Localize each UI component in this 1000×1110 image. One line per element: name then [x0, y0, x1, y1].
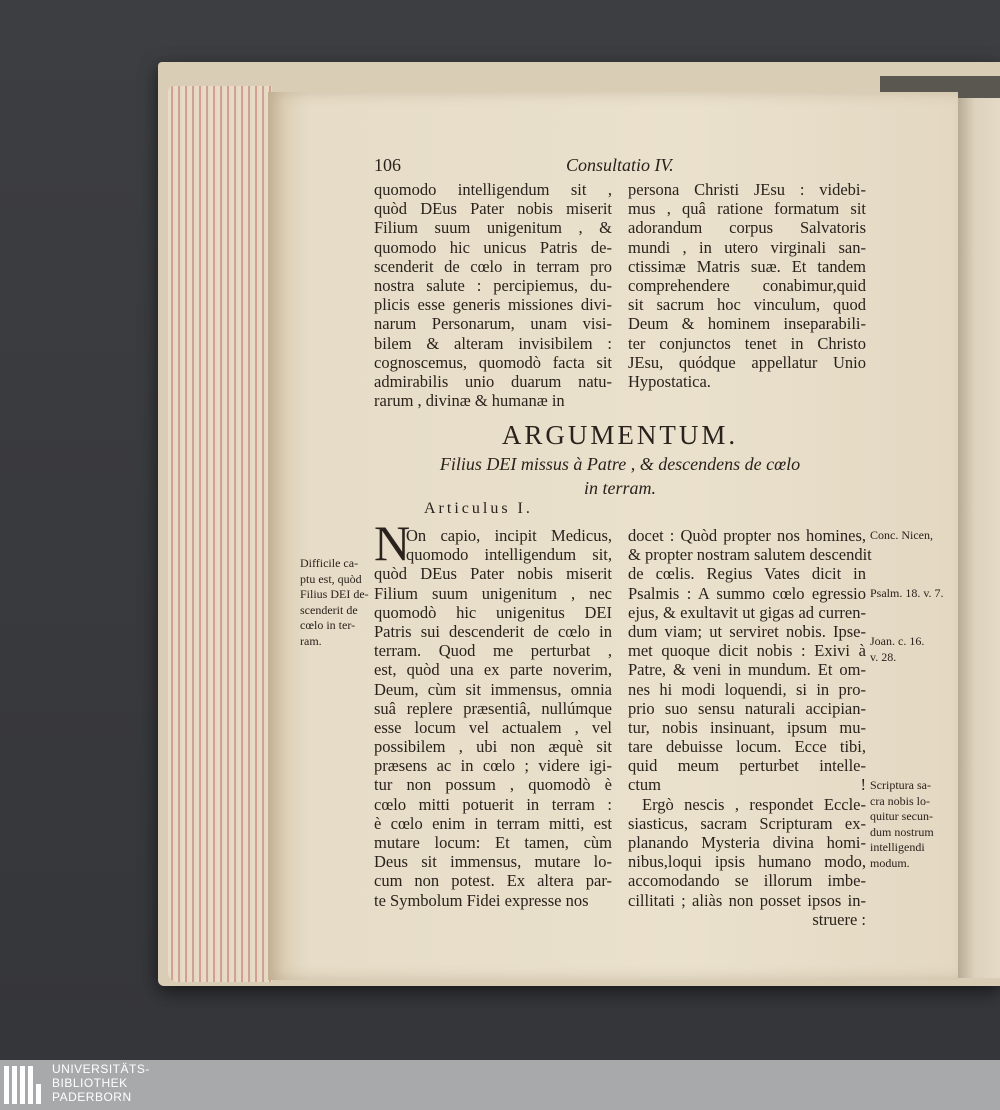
text-line: esse locum vel actualem , vel	[374, 717, 612, 737]
text-line: admirabilis unio duarum natu-	[374, 371, 612, 391]
text-line: Patris sui descenderit de cœlo in	[374, 621, 612, 641]
text-line: quomodo intelligendum sit,	[406, 545, 612, 565]
text-line: bilem & alteram invisibilem :	[374, 333, 612, 353]
text-line: cognoscemus, quomodò facta sit	[374, 352, 612, 372]
text-line: est, quòd una ex parte noverim,	[374, 660, 612, 680]
text-line: terram. Quod me perturbat ,	[374, 641, 612, 661]
text-line: rarum , divinæ & humanæ in	[374, 391, 565, 411]
text-line: modum.	[870, 855, 910, 870]
text-line: cum non potest. Ex altera par-	[374, 871, 612, 891]
text-line: prio suo sensu naturali accipian-	[628, 698, 866, 718]
text-line: Deum & hominem inseparabili-	[628, 314, 866, 334]
logo-line-1: UNIVERSITÄTS-	[52, 1062, 150, 1076]
text-line: suâ replere præsentiâ, nullúmque	[374, 698, 612, 718]
text-line: scenderit de	[300, 602, 358, 617]
argument-heading: ARGUMENTUM.	[501, 420, 739, 450]
text-line: quomodò hic unigenitus DEI	[374, 602, 612, 622]
text-line: nostra salute : percipiemus, du-	[374, 275, 612, 295]
footer-bar	[0, 1060, 1000, 1110]
margin-note-joan	[870, 634, 924, 665]
text-line: tur, nobis insinuant, ipsum mu-	[628, 717, 866, 737]
text-line: sit sacrum hoc vinculum, quod	[628, 295, 866, 315]
logo-line-2: BIBLIOTHEK	[52, 1076, 128, 1090]
text-line: de cœlis. Regius Vates dicit in	[628, 564, 866, 584]
text-line: JEsu, quódque appellatur Unio	[628, 352, 866, 372]
text-line: accomodando se illorum imbe-	[628, 871, 866, 891]
text-line: Deum, cùm sit immensus, omnia	[374, 679, 612, 699]
text-line: cillitati ; aliàs non posset ipsos in-	[628, 890, 866, 910]
text-line: mundi , in utero virginali san-	[628, 237, 866, 257]
text-line: Scriptura sa-	[870, 778, 931, 792]
text-line: ctissimæ Matris suæ. Et tandem	[628, 256, 866, 276]
text-line: docet : Quòd propter nos homines,	[628, 526, 866, 545]
text-line: è cœlo enim in terram mitti, est	[374, 813, 612, 833]
argument-subtitle	[372, 452, 868, 500]
text-line: tare debuisse locum. Ecce tibi,	[628, 737, 866, 757]
text-line: quomodo intelligendum sit ,	[374, 180, 612, 199]
running-title: Consultatio IV.	[566, 155, 674, 175]
drop-cap: N	[374, 515, 411, 571]
text-line: ejus, & exultavit ut gigas ad curren-	[628, 602, 866, 622]
text-line: ptu est, quòd	[300, 571, 362, 586]
column-right-body	[628, 526, 872, 929]
text-line: Difficile ca-	[300, 556, 359, 570]
column-left-top	[374, 180, 612, 410]
text-line: Ergò nescis , respondet Eccle-	[642, 794, 866, 814]
text-line: quid meum perturbet intelle-	[628, 756, 866, 776]
page-edges	[168, 86, 272, 982]
argument-subtitle-line1: Filius DEI missus à Patre , & descendens de cœlo	[439, 454, 801, 474]
text-line: possibilem , ubi non æquè sit	[374, 737, 612, 757]
text-line: præsens ac in cœlo ; videre igi-	[374, 756, 612, 776]
text-line: ctum !	[628, 775, 866, 795]
text-line: quòd DEus Pater nobis miserit	[374, 199, 612, 219]
text-line: mutare locum: Et tamen, cùm	[374, 833, 612, 852]
running-head	[374, 155, 674, 177]
text-line: ram.	[300, 633, 322, 648]
text-line: cœlo mitti potuerit in terram :	[374, 794, 612, 814]
text-line: persona Christi JEsu : videbi-	[628, 180, 866, 199]
text-line: comprehendere conabimur,quid	[628, 275, 866, 295]
page-number: 106	[374, 155, 401, 175]
text-line: Psalm. 18. v. 7.	[870, 586, 944, 600]
library-logo-text	[52, 1062, 150, 1104]
text-line: met quoque dicit nobis : Exivi à	[628, 641, 866, 661]
articulus-heading: Articulus I.	[424, 500, 533, 517]
margin-note-scriptura	[870, 778, 934, 872]
text-line: Deus sit immensus, mutare lo-	[374, 852, 612, 872]
text-line: narum Personarum, unam visi-	[374, 314, 612, 334]
column-right-top	[628, 180, 866, 391]
logo-line-3: PADERBORN	[52, 1090, 132, 1104]
text-line: nibus,loqui ipsis humano modo,	[628, 852, 866, 872]
text-line: dum viam; ut serviret nobis. Ipse-	[628, 621, 866, 641]
text-line: ter conjunctos tenet in Christo	[628, 333, 866, 353]
column-left-body	[374, 526, 612, 910]
facing-page-edge	[958, 98, 1000, 978]
text-line: Conc. Nicen,	[870, 528, 933, 542]
text-line: planando Mysteria divina homi-	[628, 833, 866, 852]
text-line: quomodo hic unicus Patris de-	[374, 237, 612, 257]
text-line: cra nobis lo-	[870, 793, 930, 808]
text-line: scenderit de cœlo in terram pro	[374, 256, 612, 276]
margin-note-psalm	[870, 586, 944, 602]
text-line: nes hi modi loquendi, si in pro-	[628, 679, 866, 699]
text-line: dum nostrum	[870, 824, 934, 839]
text-line: Patre, & veni in mundum. Et om-	[628, 660, 866, 680]
text-line: intelligendi	[870, 840, 925, 855]
text-line: Filius DEI de-	[300, 587, 369, 602]
text-line: siasticus, sacram Scripturam ex-	[628, 813, 866, 833]
text-line: Filium suum unigenitum , &	[374, 218, 612, 238]
text-line: struere :	[812, 909, 866, 929]
text-line: te Symbolum Fidei expresse nos	[374, 890, 589, 910]
text-line: Hypostatica.	[628, 371, 711, 391]
text-line: tur non possum , quomodò è	[374, 775, 612, 795]
text-line: v. 28.	[870, 649, 897, 664]
text-line: quòd DEus Pater nobis miserit	[374, 564, 612, 584]
text-line: Joan. c. 16.	[870, 634, 925, 648]
text-line: & propter nostram salutem descendit	[628, 545, 872, 565]
text-line: adorandum corpus Salvatoris	[628, 218, 866, 238]
library-logo-icon	[4, 1064, 46, 1106]
text-line: Filium suum unigenitum , nec	[374, 583, 612, 603]
text-line: mus , quâ ratione formatum sit	[628, 199, 866, 219]
text-line: plicis esse generis missiones divi-	[374, 295, 612, 315]
argument-subtitle-line2: in terram.	[584, 478, 656, 498]
text-line: quitur secun-	[870, 809, 933, 824]
text-line: Psalmis : A summo cœlo egressio	[628, 583, 866, 603]
margin-note-left	[300, 556, 369, 650]
margin-note-conc	[870, 528, 933, 544]
text-line: On capio, incipit Medicus,	[406, 526, 612, 545]
text-line: cœlo in ter-	[300, 618, 356, 633]
